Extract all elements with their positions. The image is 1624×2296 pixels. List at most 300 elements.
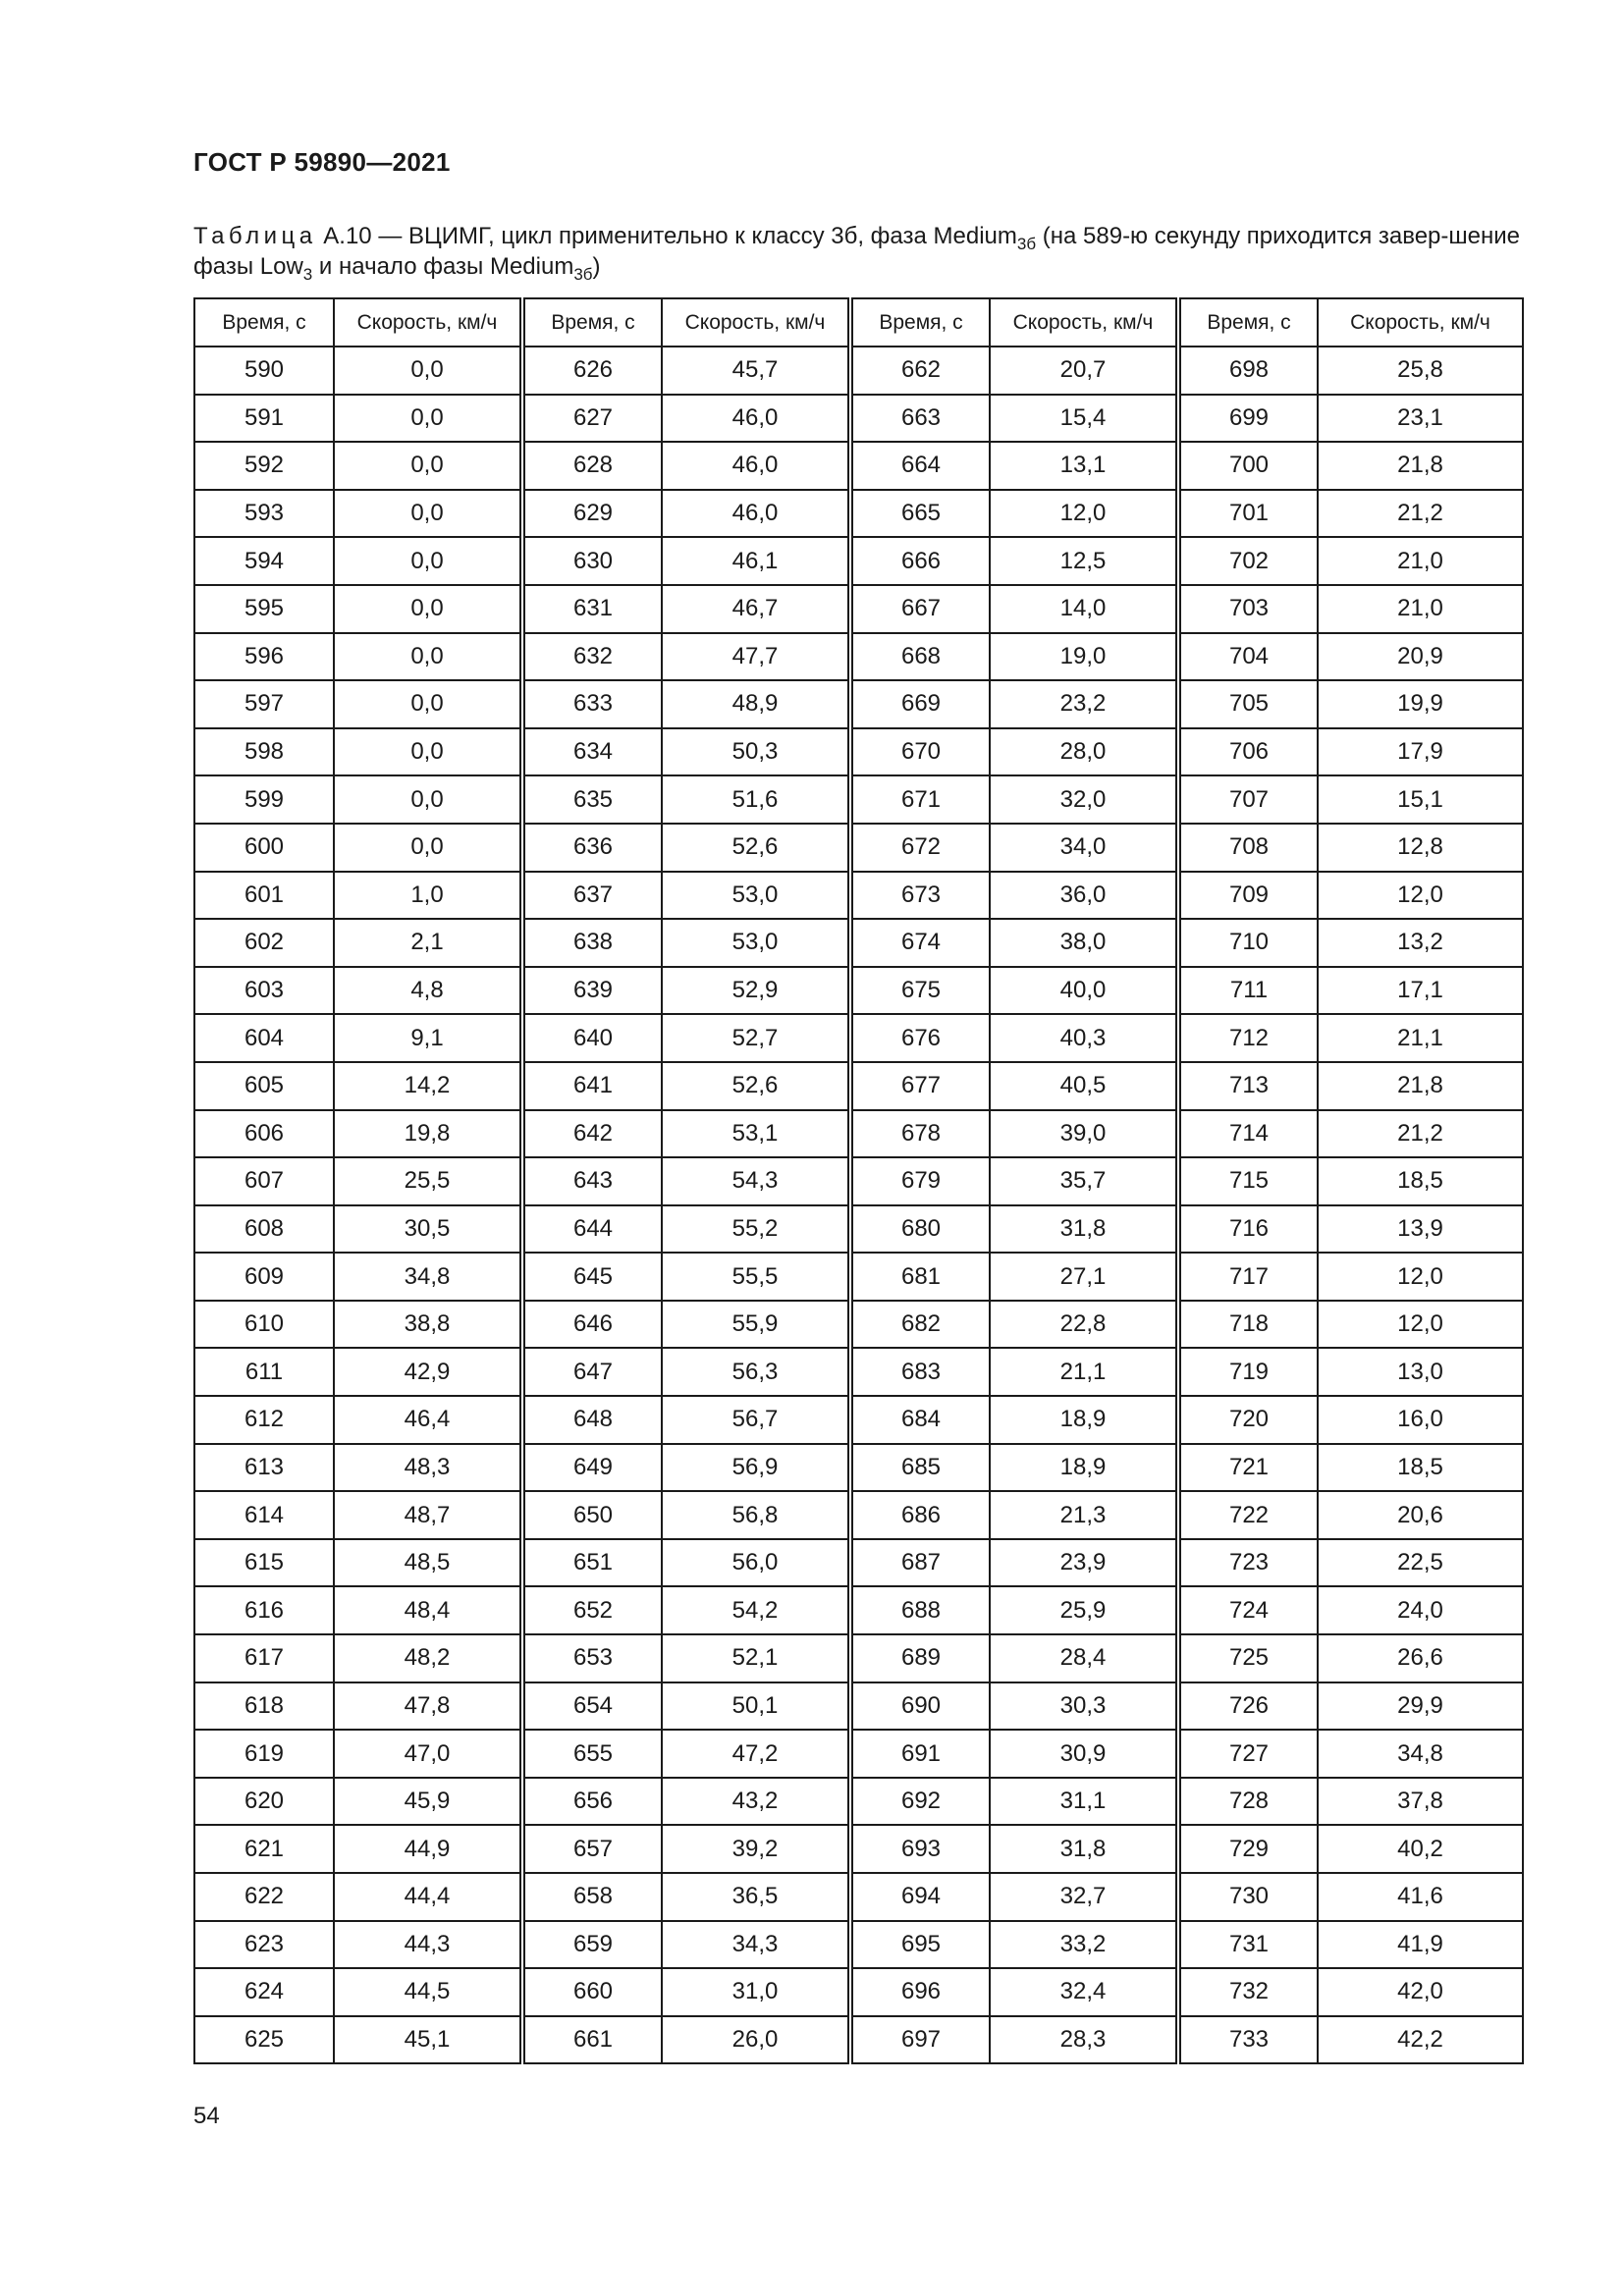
cell-speed-3: 40,0 [990,967,1178,1015]
cell-time-2: 649 [522,1444,662,1492]
table-row [194,1682,1523,1731]
cell-speed-4: 22,5 [1318,1539,1523,1587]
cell-time-3: 684 [850,1396,990,1444]
cell-time-4: 733 [1178,2016,1318,2064]
cell-speed-2: 47,7 [662,633,850,681]
cell-time-2: 636 [522,824,662,872]
cell-time-3: 682 [850,1301,990,1349]
cell-speed-1: 0,0 [334,585,522,633]
cell-time-1: 616 [194,1586,334,1634]
cell-time-2: 655 [522,1730,662,1778]
cell-speed-2: 46,0 [662,490,850,538]
cell-time-2: 640 [522,1014,662,1062]
cell-time-3: 696 [850,1968,990,2016]
table-row [194,824,1523,872]
cell-time-2: 629 [522,490,662,538]
cell-time-1: 609 [194,1253,334,1301]
cell-time-3: 674 [850,919,990,967]
cell-time-3: 687 [850,1539,990,1587]
cell-time-2: 661 [522,2016,662,2064]
cell-time-3: 668 [850,633,990,681]
cell-speed-1: 48,5 [334,1539,522,1587]
cell-speed-2: 34,3 [662,1921,850,1969]
cell-time-1: 618 [194,1682,334,1731]
table-row [194,395,1523,443]
cell-time-4: 711 [1178,967,1318,1015]
cell-speed-3: 21,3 [990,1491,1178,1539]
cell-speed-1: 0,0 [334,680,522,728]
cell-time-2: 646 [522,1301,662,1349]
cell-time-3: 690 [850,1682,990,1731]
cell-speed-3: 30,9 [990,1730,1178,1778]
cell-speed-1: 19,8 [334,1110,522,1158]
cell-speed-3: 32,0 [990,775,1178,824]
cell-time-2: 627 [522,395,662,443]
cell-time-3: 681 [850,1253,990,1301]
cell-speed-4: 25,8 [1318,347,1523,395]
table-row [194,1301,1523,1349]
cell-speed-3: 35,7 [990,1157,1178,1205]
cell-time-4: 724 [1178,1586,1318,1634]
cell-time-3: 666 [850,537,990,585]
cell-speed-2: 46,1 [662,537,850,585]
cell-time-3: 678 [850,1110,990,1158]
table-row [194,967,1523,1015]
cell-speed-2: 56,3 [662,1348,850,1396]
cell-time-2: 653 [522,1634,662,1682]
cell-time-3: 692 [850,1778,990,1826]
cell-time-3: 686 [850,1491,990,1539]
cell-speed-3: 27,1 [990,1253,1178,1301]
cell-speed-3: 28,3 [990,2016,1178,2064]
cell-time-1: 611 [194,1348,334,1396]
cell-speed-3: 32,7 [990,1873,1178,1921]
cell-time-3: 679 [850,1157,990,1205]
cell-speed-4: 21,1 [1318,1014,1523,1062]
cell-time-1: 613 [194,1444,334,1492]
cell-speed-4: 12,0 [1318,872,1523,920]
cell-speed-1: 2,1 [334,919,522,967]
cell-speed-4: 23,1 [1318,395,1523,443]
cell-speed-2: 46,0 [662,442,850,490]
cell-speed-1: 0,0 [334,347,522,395]
cell-speed-4: 17,9 [1318,728,1523,776]
cell-time-2: 651 [522,1539,662,1587]
cell-speed-1: 42,9 [334,1348,522,1396]
cell-time-2: 639 [522,967,662,1015]
cell-speed-3: 14,0 [990,585,1178,633]
cell-time-1: 617 [194,1634,334,1682]
cell-time-2: 648 [522,1396,662,1444]
cell-speed-3: 12,0 [990,490,1178,538]
cell-time-4: 728 [1178,1778,1318,1826]
table-row [194,1586,1523,1634]
cell-speed-1: 47,0 [334,1730,522,1778]
cell-time-1: 620 [194,1778,334,1826]
cell-speed-3: 39,0 [990,1110,1178,1158]
cell-time-4: 703 [1178,585,1318,633]
table-row [194,1921,1523,1969]
cell-speed-1: 45,1 [334,2016,522,2064]
caption-text-part4: ) [592,253,601,280]
cell-speed-1: 44,5 [334,1968,522,2016]
cell-time-1: 601 [194,872,334,920]
header-time-4: Время, с [1178,298,1318,347]
table-row [194,1253,1523,1301]
table-row [194,1539,1523,1587]
cell-time-2: 632 [522,633,662,681]
table-row [194,1968,1523,2016]
cell-time-3: 669 [850,680,990,728]
cell-speed-2: 55,5 [662,1253,850,1301]
cell-time-1: 596 [194,633,334,681]
cell-speed-1: 34,8 [334,1253,522,1301]
cell-speed-4: 20,9 [1318,633,1523,681]
cell-time-2: 635 [522,775,662,824]
cell-speed-3: 31,1 [990,1778,1178,1826]
cell-speed-1: 0,0 [334,824,522,872]
cell-speed-3: 23,2 [990,680,1178,728]
cell-time-1: 619 [194,1730,334,1778]
cell-time-1: 606 [194,1110,334,1158]
header-speed-2: Скорость, км/ч [662,298,850,347]
cell-speed-4: 42,0 [1318,1968,1523,2016]
cell-time-3: 689 [850,1634,990,1682]
cell-time-2: 659 [522,1921,662,1969]
cell-speed-2: 43,2 [662,1778,850,1826]
cell-time-1: 600 [194,824,334,872]
cell-time-4: 699 [1178,395,1318,443]
cell-speed-4: 18,5 [1318,1157,1523,1205]
cell-speed-4: 37,8 [1318,1778,1523,1826]
cell-speed-3: 36,0 [990,872,1178,920]
cell-speed-1: 9,1 [334,1014,522,1062]
cell-speed-2: 31,0 [662,1968,850,2016]
cell-speed-4: 41,9 [1318,1921,1523,1969]
cell-speed-1: 0,0 [334,537,522,585]
cell-time-2: 658 [522,1873,662,1921]
cell-speed-4: 19,9 [1318,680,1523,728]
table-row [194,1348,1523,1396]
caption-subscript-1: 3б [1016,235,1037,253]
cell-speed-1: 48,3 [334,1444,522,1492]
cell-time-3: 672 [850,824,990,872]
cell-speed-2: 52,6 [662,824,850,872]
cell-speed-4: 21,8 [1318,1062,1523,1110]
cell-time-2: 645 [522,1253,662,1301]
cell-time-1: 621 [194,1825,334,1873]
cell-time-4: 712 [1178,1014,1318,1062]
cell-time-1: 604 [194,1014,334,1062]
cell-time-4: 722 [1178,1491,1318,1539]
cell-speed-4: 34,8 [1318,1730,1523,1778]
table-row [194,1205,1523,1254]
table-row [194,2016,1523,2064]
cell-time-3: 670 [850,728,990,776]
cell-speed-2: 48,9 [662,680,850,728]
cell-time-3: 677 [850,1062,990,1110]
cell-speed-2: 50,3 [662,728,850,776]
cell-speed-4: 15,1 [1318,775,1523,824]
cell-time-4: 716 [1178,1205,1318,1254]
cell-time-2: 642 [522,1110,662,1158]
cell-time-1: 593 [194,490,334,538]
table-row [194,1491,1523,1539]
cell-speed-3: 20,7 [990,347,1178,395]
table-body [194,347,1523,2063]
cell-time-4: 729 [1178,1825,1318,1873]
cell-time-2: 657 [522,1825,662,1873]
cell-speed-1: 14,2 [334,1062,522,1110]
cell-speed-3: 38,0 [990,919,1178,967]
cell-speed-4: 16,0 [1318,1396,1523,1444]
cell-speed-4: 13,0 [1318,1348,1523,1396]
cell-time-4: 715 [1178,1157,1318,1205]
cell-speed-1: 44,3 [334,1921,522,1969]
header-speed-4: Скорость, км/ч [1318,298,1523,347]
cell-speed-3: 31,8 [990,1825,1178,1873]
cell-speed-3: 12,5 [990,537,1178,585]
cell-speed-2: 47,2 [662,1730,850,1778]
cell-speed-3: 28,0 [990,728,1178,776]
table-row [194,1062,1523,1110]
cell-time-3: 680 [850,1205,990,1254]
cell-speed-1: 0,0 [334,442,522,490]
cell-speed-1: 44,4 [334,1873,522,1921]
speed-table [193,297,1524,2064]
cell-time-3: 665 [850,490,990,538]
table-row [194,537,1523,585]
caption-subscript-3: 3б [573,265,593,284]
cell-speed-4: 20,6 [1318,1491,1523,1539]
cell-time-4: 704 [1178,633,1318,681]
cell-time-4: 725 [1178,1634,1318,1682]
cell-speed-4: 21,8 [1318,442,1523,490]
cell-time-3: 693 [850,1825,990,1873]
cell-speed-3: 21,1 [990,1348,1178,1396]
cell-speed-1: 38,8 [334,1301,522,1349]
cell-speed-4: 24,0 [1318,1586,1523,1634]
cell-speed-2: 54,3 [662,1157,850,1205]
cell-time-3: 685 [850,1444,990,1492]
table-caption [193,221,1521,282]
table-row [194,347,1523,395]
cell-speed-3: 23,9 [990,1539,1178,1587]
cell-time-4: 731 [1178,1921,1318,1969]
cell-speed-2: 36,5 [662,1873,850,1921]
cell-speed-1: 1,0 [334,872,522,920]
cell-speed-4: 21,2 [1318,1110,1523,1158]
cell-time-4: 727 [1178,1730,1318,1778]
table-row [194,680,1523,728]
cell-time-4: 719 [1178,1348,1318,1396]
cell-speed-3: 33,2 [990,1921,1178,1969]
cell-speed-3: 30,3 [990,1682,1178,1731]
cell-speed-4: 21,2 [1318,490,1523,538]
cell-speed-1: 0,0 [334,775,522,824]
table-row [194,1634,1523,1682]
cell-time-4: 732 [1178,1968,1318,2016]
header-speed-3: Скорость, км/ч [990,298,1178,347]
cell-time-3: 697 [850,2016,990,2064]
cell-speed-2: 55,2 [662,1205,850,1254]
cell-time-4: 714 [1178,1110,1318,1158]
cell-time-2: 650 [522,1491,662,1539]
table-row [194,442,1523,490]
page-number: 54 [193,2103,220,2129]
cell-speed-1: 0,0 [334,633,522,681]
cell-time-1: 615 [194,1539,334,1587]
cell-speed-2: 56,7 [662,1396,850,1444]
caption-text-part3: и начало фазы Medium [312,253,574,280]
cell-time-3: 673 [850,872,990,920]
cell-time-1: 623 [194,1921,334,1969]
speed-table-container [193,297,1522,2064]
cell-speed-3: 40,3 [990,1014,1178,1062]
caption-label: Таблица [193,223,317,249]
cell-speed-2: 54,2 [662,1586,850,1634]
cell-speed-4: 13,2 [1318,919,1523,967]
cell-speed-4: 42,2 [1318,2016,1523,2064]
cell-time-2: 633 [522,680,662,728]
cell-time-1: 614 [194,1491,334,1539]
header-speed-1: Скорость, км/ч [334,298,522,347]
table-row [194,1873,1523,1921]
cell-speed-1: 47,8 [334,1682,522,1731]
cell-time-4: 701 [1178,490,1318,538]
cell-time-4: 713 [1178,1062,1318,1110]
cell-speed-1: 48,7 [334,1491,522,1539]
cell-time-1: 594 [194,537,334,585]
cell-speed-2: 52,1 [662,1634,850,1682]
cell-speed-1: 46,4 [334,1396,522,1444]
cell-speed-2: 26,0 [662,2016,850,2064]
cell-time-2: 652 [522,1586,662,1634]
table-row [194,1110,1523,1158]
cell-time-2: 638 [522,919,662,967]
cell-time-3: 691 [850,1730,990,1778]
cell-speed-2: 46,7 [662,585,850,633]
cell-speed-2: 50,1 [662,1682,850,1731]
cell-speed-2: 39,2 [662,1825,850,1873]
cell-speed-3: 40,5 [990,1062,1178,1110]
cell-time-3: 683 [850,1348,990,1396]
cell-time-4: 720 [1178,1396,1318,1444]
document-code: ГОСТ Р 59890—2021 [193,147,451,177]
cell-time-4: 708 [1178,824,1318,872]
table-row [194,1825,1523,1873]
cell-speed-4: 21,0 [1318,537,1523,585]
cell-time-4: 717 [1178,1253,1318,1301]
cell-time-1: 602 [194,919,334,967]
caption-subscript-2: 3 [302,265,313,284]
cell-speed-1: 25,5 [334,1157,522,1205]
cell-speed-4: 12,0 [1318,1301,1523,1349]
cell-speed-4: 18,5 [1318,1444,1523,1492]
cell-time-4: 723 [1178,1539,1318,1587]
cell-time-4: 706 [1178,728,1318,776]
cell-speed-3: 22,8 [990,1301,1178,1349]
header-time-1: Время, с [194,298,334,347]
cell-time-1: 595 [194,585,334,633]
cell-time-3: 688 [850,1586,990,1634]
cell-speed-1: 48,2 [334,1634,522,1682]
cell-time-1: 622 [194,1873,334,1921]
cell-time-4: 710 [1178,919,1318,967]
cell-speed-2: 56,9 [662,1444,850,1492]
cell-speed-2: 53,0 [662,919,850,967]
header-time-3: Время, с [850,298,990,347]
cell-time-1: 624 [194,1968,334,2016]
cell-time-1: 625 [194,2016,334,2064]
cell-speed-1: 48,4 [334,1586,522,1634]
cell-speed-2: 56,8 [662,1491,850,1539]
cell-time-3: 667 [850,585,990,633]
cell-time-2: 644 [522,1205,662,1254]
cell-speed-1: 0,0 [334,395,522,443]
cell-time-1: 605 [194,1062,334,1110]
cell-time-3: 671 [850,775,990,824]
table-row [194,1444,1523,1492]
cell-time-2: 643 [522,1157,662,1205]
cell-time-2: 631 [522,585,662,633]
cell-time-1: 590 [194,347,334,395]
table-row [194,1157,1523,1205]
cell-speed-3: 34,0 [990,824,1178,872]
cell-time-2: 647 [522,1348,662,1396]
cell-speed-3: 28,4 [990,1634,1178,1682]
cell-speed-1: 0,0 [334,728,522,776]
cell-speed-2: 55,9 [662,1301,850,1349]
cell-time-1: 608 [194,1205,334,1254]
cell-time-4: 705 [1178,680,1318,728]
cell-time-3: 664 [850,442,990,490]
cell-speed-2: 51,6 [662,775,850,824]
cell-time-1: 591 [194,395,334,443]
table-header-row [194,298,1523,347]
table-row [194,919,1523,967]
cell-time-1: 610 [194,1301,334,1349]
cell-time-4: 702 [1178,537,1318,585]
cell-time-4: 707 [1178,775,1318,824]
cell-speed-2: 52,6 [662,1062,850,1110]
cell-speed-4: 12,8 [1318,824,1523,872]
table-row [194,1396,1523,1444]
cell-speed-2: 53,0 [662,872,850,920]
caption-text-part2: (на 589-ю секунду приходится завер-шение фазы Low [193,223,1520,280]
cell-time-4: 726 [1178,1682,1318,1731]
cell-time-3: 695 [850,1921,990,1969]
cell-speed-1: 45,9 [334,1778,522,1826]
cell-time-1: 598 [194,728,334,776]
cell-time-2: 628 [522,442,662,490]
cell-speed-4: 21,0 [1318,585,1523,633]
cell-speed-3: 18,9 [990,1444,1178,1492]
cell-time-1: 607 [194,1157,334,1205]
cell-time-3: 694 [850,1873,990,1921]
cell-time-4: 721 [1178,1444,1318,1492]
cell-speed-4: 12,0 [1318,1253,1523,1301]
cell-time-2: 654 [522,1682,662,1731]
header-time-2: Время, с [522,298,662,347]
cell-speed-2: 53,1 [662,1110,850,1158]
cell-speed-4: 40,2 [1318,1825,1523,1873]
table-row [194,1730,1523,1778]
cell-time-2: 656 [522,1778,662,1826]
cell-speed-4: 26,6 [1318,1634,1523,1682]
cell-time-2: 626 [522,347,662,395]
cell-speed-4: 17,1 [1318,967,1523,1015]
